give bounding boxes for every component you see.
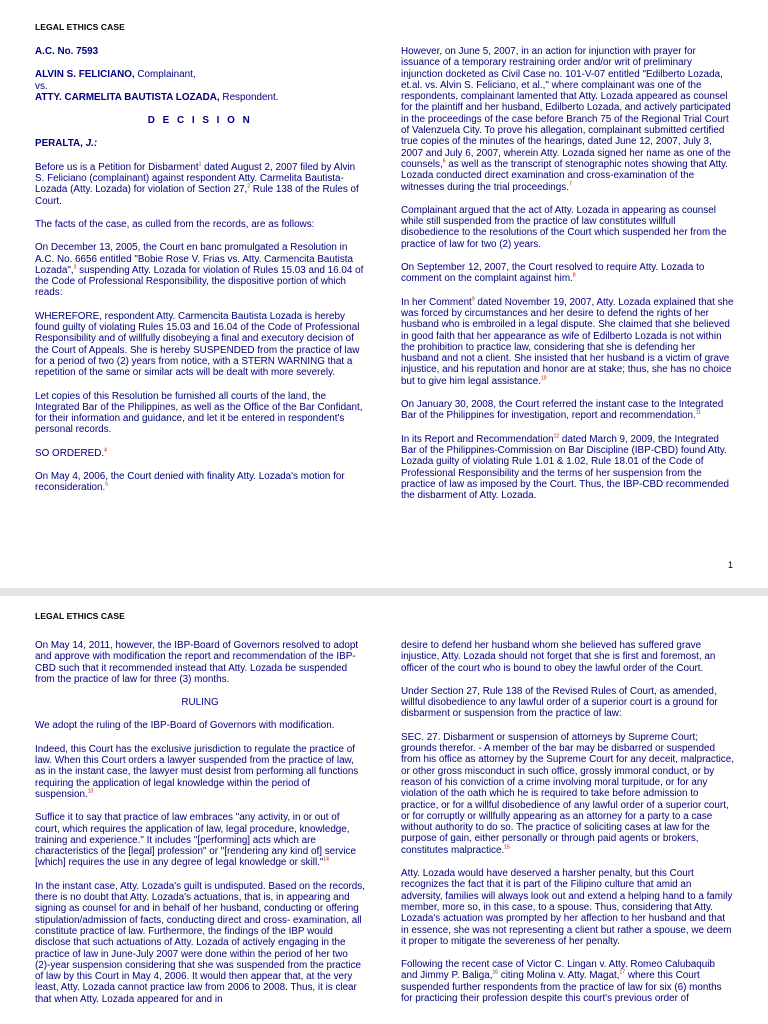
paragraph-wherefore: WHEREFORE, respondent Atty. Carmencita Bautista Lozada is hereby found guilty of violating Rules 15.03 and 16.04 of the Code of Professional Responsibility and of willfully disobeying a final and executory decision of the Court of Appeals. She is hereby SUSPENDED from the practice of law for a period of two (2) years from notice, with a STERN WARNING that a repetition of the same or similar acts will be dealt with more severely. [35, 310, 360, 379]
paragraph-argued: Complainant argued that the act of Atty. Lozada in appearing as counsel while still suspended from the practice of law constitutes willfull disobedience to the resolutions of the Court which suspended her from the practice of law for two (2) years. [401, 204, 727, 250]
paragraph-jan30: On January 30, 2008, the Court referred the instant case to the Integrated Bar of the Philippines for investigation, report and recommendation.$^{11}$ [401, 399, 724, 422]
footnote-ref[interactable]: 10 [540, 375, 547, 382]
paragraph-dec13: On December 13, 2005, the Court en banc promulgated a Resolution in A.C. No. 6656 entitled "Bobie Rose V. Frias vs. Atty. Carmencita Bautista Lozada",$^3$ suspending Atty. Lozada for violation of Rules 15.03 and 16.04 of the Code of Professional Responsibility, the dispositive portion of which reads: [35, 242, 364, 299]
paragraph-sep12: On September 12, 2007, the Court resolved to require Atty. Lozada to comment on the complaint against him.$^8$ [401, 262, 705, 285]
footnote-ref[interactable]: 9 [471, 296, 475, 303]
footnote-ref[interactable]: 5 [105, 482, 109, 489]
right-column [401, 640, 734, 1016]
footnote-ref[interactable]: 16 [492, 970, 499, 977]
paragraph-may4: On May 4, 2006, the Court denied with finality Atty. Lozada's motion for reconsideration.$^5$ [35, 471, 345, 494]
respondent-line: ATTY. CARMELITA BAUTISTA LOZADA, Respondent. [35, 91, 279, 103]
footnote-ref[interactable]: 15 [504, 844, 510, 851]
paragraph-intro: Before us is a Petition for Disbarment$^1$ dated August 2, 2007 filed by Alvin S. Feliciano (complainant) against respondent Atty. Carmelita Bautista-Lozada (Atty. Lozada) for violation of Section 27,$^2$ Rule 138 of the Rules of Court. [35, 161, 359, 207]
footnote-ref[interactable]: 4 [104, 447, 107, 454]
paragraph-section27: Under Section 27, Rule 138 of the Revised Rules of Court, as amended, willful disobedience to any lawful order of a superior court is a ground for disbarment or suspension from the practice of law: [401, 685, 718, 720]
paragraph-facts: The facts of the case, as culled from the records, are as follows: [35, 218, 315, 230]
right-column [401, 46, 734, 513]
footnote-ref[interactable]: 2 [247, 184, 251, 191]
footnote-ref[interactable]: 12 [553, 433, 560, 440]
footnote-ref[interactable]: 1 [198, 161, 202, 168]
ponente: PERALTA, J.: [35, 138, 98, 150]
document-page-2 [0, 596, 768, 1024]
footnote-ref[interactable]: 17 [619, 970, 626, 977]
footnote-ref[interactable]: 13 [87, 788, 94, 795]
footnote-ref[interactable]: 8 [572, 273, 576, 280]
vs-line: vs. [35, 80, 48, 92]
paragraph-suffice: Suffice it to say that practice of law embraces "any activity, in or out of court, which requires the application of law, legal procedure, knowledge, training and experience." It includes "[performing] acts which are characteristics of the [legal] profession" or "[rendering any kind of] service [which] requires the use in any degree of legal knowledge or skill."$^{14}$ [35, 812, 356, 869]
paragraph-section27-text: SEC. 27. Disbarment or suspension of attorneys by Supreme Court; grounds therefor. - A member of the bar may be disbarred or suspended from his office as attorney by the Supreme Court for any deceit, malpractice, or other gross misconduct in such office, grossly immoral conduct, or by reason of his conviction of a crime involving moral turpitude, or for any violation of the oath which he is required to take before admission to practice, or for a willful disobedience of any lawful order of a superior court, or for corruptly or willfully appearing as an attorney for a party to a case without authority to do so. The practice of soliciting cases at law for the purpose of gain, either personally or through paid agents or brokers, constitutes malpractice.$^{15}$ [401, 731, 734, 856]
page-header: LEGAL ETHICS CASE [35, 22, 125, 32]
paragraph-following: Following the recent case of Victor C. Lingan v. Atty. Romeo Calubaquib and Jimmy P. Baliga,$^{16}$ citing Molina v. Atty. Magat,$^{17}$ where this Court suspended further respondents from the practice of law for six (6) months for practicing their profession despite this court's previous order of [401, 959, 722, 1005]
footnote-ref[interactable]: 3 [73, 264, 77, 271]
paragraph-report: In its Report and Recommendation$^{12}$ dated March 9, 2009, the Integrated Bar of the Philippines-Commission on Bar Discipline (IBP-CBD) found Atty. Lozada guilty of violating Rule 1.01 & 1.02, Rule 18.01 of the Code of Professional Responsibility and the terms of her suspension from the practice of law as imposed by the Court. Thus, the IBP-CBD recommended the disbarment of Atty. Lozada. [401, 433, 730, 502]
footnote-ref[interactable]: 6 [442, 158, 446, 165]
footnote-ref[interactable]: 11 [695, 410, 701, 417]
complainant-line: ALVIN S. FELICIANO, Complainant, [35, 69, 196, 81]
paragraph-may14: On May 14, 2011, however, the IBP-Board of Governors resolved to adopt and approve with modification the report and recommendation of the IBP-CBD such that it recommended instead that Atty. Lozada be suspended from the practice of law for three (3) months. [35, 640, 359, 685]
footnote-ref[interactable]: 14 [323, 857, 329, 864]
parties-block [35, 69, 365, 103]
paragraph-desire: desire to defend her husband whom she believed has suffered grave injustice, Atty. Lozada should not forget that she is first and foremost, an officer of the court who is bound to obey the lawful order of the Court. [401, 640, 716, 674]
left-column [35, 640, 365, 1017]
footnote-ref[interactable]: 7 [568, 181, 572, 188]
page-separator [0, 588, 768, 596]
paragraph-harsher: Atty. Lozada would have deserved a harsher penalty, but this Court recognizes the fact that it is part of the Filipino culture that amid an adversity, families will always look out and extend a helping hand to a family member, more so, in this case, to a spouse. Thus, considering that Atty. Lozada's actuation was prompted by her affection to her husband and that in essence, she was not representing a client but rather a spouse, we deem it proper to mitigate the severeness of her penalty. [401, 868, 733, 947]
page-header: LEGAL ETHICS CASE [35, 611, 125, 621]
left-column [35, 46, 365, 506]
paragraph-instant-case: In the instant case, Atty. Lozada's guilt is undisputed. Based on the records, there is no doubt that Atty. Lozada's actuations, that is, in appearing and signing as counsel for and in behalf of her husband, conducting or offering stipulation/admission of facts, conducting direct and cross- examination, all constitute practice of law. Furthermore, the findings of the IBP would disclose that such actuations of Atty. Lozada of actively engaging in the practice of law in June-July 2007 were done within the period of her two (2)-year suspension considering that she was suspended from the practice of law by this Court in May 4, 2006. It would then appear that, at the very least, Atty. Lozada cannot practice law from 2006 to 2008. Thus, it is clear that when Atty. Lozada appeared for and in [35, 880, 365, 1005]
paragraph-comment: In her Comment$^9$ dated November 19, 2007, Atty. Lozada explained that she was forced by circumstances and her desire to defend the rights of her husband who is embroiled in a legal dispute. She claimed that she believed in good faith that her appearance as wife of Edilberto Lozada is not within the prohibition to practice law, considering that she is defending her husband and not a client. She insisted that her husband is a victim of grave injustice, and his reputation and honor are at stake; thus, she has no choice but to give him legal assistance.$^{10}$ [401, 296, 734, 387]
paragraph-june5: However, on June 5, 2007, in an action for injunction with prayer for issuance of a temporary restraining order and/or writ of preliminary injunction docketed as Civil Case no. 101-V-07 entitled "Edilberto Lozada, et.al. vs. Alvin S. Feliciano, et al.," where complainant was one of the respondents, complainant lamented that Atty. Lozada appeared as counsel for the plaintiff and her husband, Edilberto Lozada, and actively participated in the proceedings of the case before Branch 75 of the Regional Trial Court of Valenzuela City. To prove his allegation, complainant submitted certified true copies of the minutes of the hearings, dated June 12, 2007, July 3, 2007 and July 6, 2007, wherein Atty. Lozada signed her name as one of the counsels,$^6$ as well as the transcript of stenographic notes showing that Atty. Lozada conducted direct examination and cross-examination of the witnesses during the trial proceedings.$^7$ [401, 46, 731, 193]
page-number: 1 [727, 560, 733, 570]
paragraph-adopt: We adopt the ruling of the IBP-Board of Governors with modification. [35, 720, 335, 732]
case-number: A.C. No. 7593 [35, 46, 99, 57]
paragraph-let-copies: Let copies of this Resolution be furnished all courts of the land, the Integrated Bar of the Philippines, as well as the Office of the Bar Confidant, for their information and guidance, and let it be entered in respondent's personal records. [35, 390, 363, 436]
decision-title: D E C I S I O N [147, 115, 253, 127]
paragraph-indeed: Indeed, this Court has the exclusive jurisdiction to regulate the practice of law. When this Court orders a lawyer suspended from the practice of law, as in the instant case, the lawyer must desist from performing all functions requiring the application of legal knowledge within the period of suspension.$^{13}$ [35, 743, 359, 800]
ruling-title: RULING [181, 697, 219, 709]
paragraph-so-ordered: SO ORDERED.$^4$ [35, 447, 107, 459]
